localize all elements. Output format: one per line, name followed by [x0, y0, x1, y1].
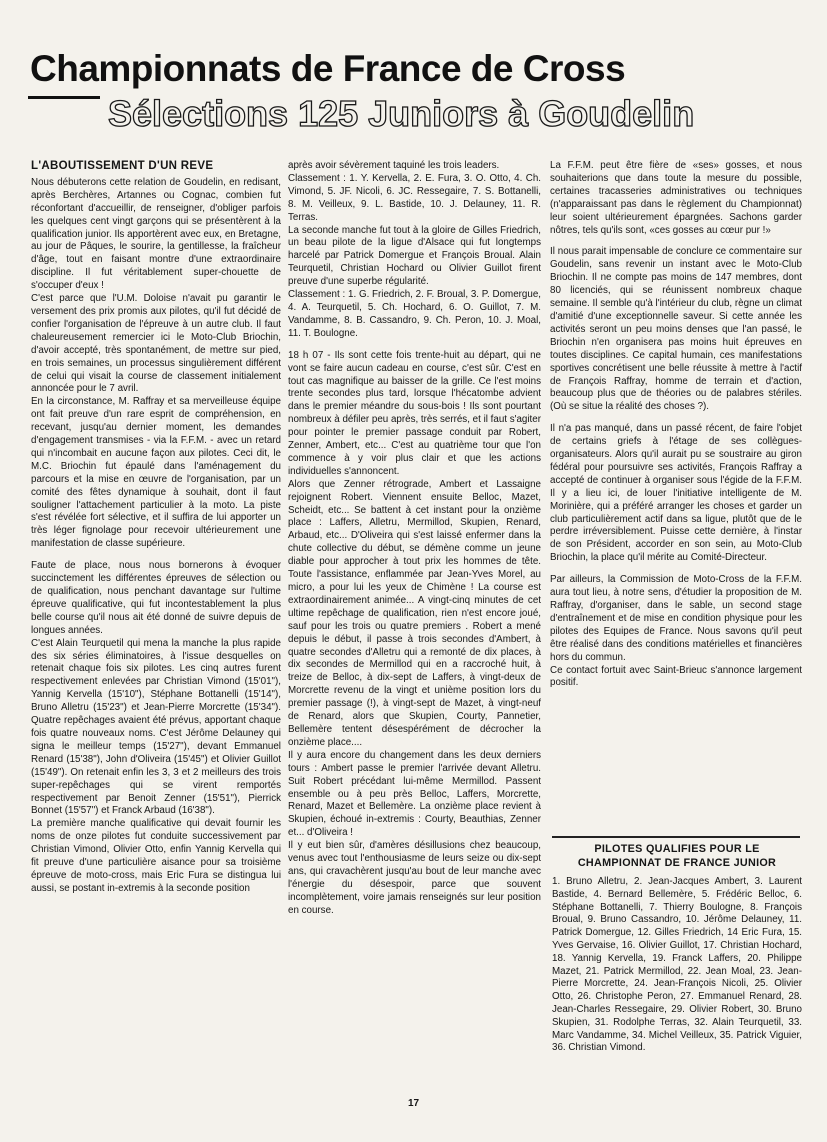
paragraph: après avoir sévèrement taquiné les trois leaders. — [288, 160, 500, 171]
qualified-pilots-title: PILOTES QUALIFIES POUR LE CHAMPIONNAT DE FRANCE JUNIOR — [577, 843, 777, 869]
paragraph: Par ailleurs, la Commission de Moto-Cross de la F.F.M. aura tout lieu, à notre sens, d'étudier la proposition de M. Raffray, d'organiser, dans le sable, un second stage d'entraînement et de mise en condition physique pour les pilotes des Equipes de France. Nous savons qu'il peut être réalisé dans des conditions matérielles et financières hors du commun. — [550, 574, 802, 663]
paragraph: Il y eut bien sûr, d'amères désillusions chez beaucoup, venus avec tout l'enthousiasme de leurs seize ou dix-sept ans, qui cravachèrent jusqu'au bout de leur manche avec l'énergie du désespoir, parce que souvent incomplètement, voire jamais renseignés sur leur position en course. — [288, 840, 541, 916]
paragraph: Ce contact fortuit avec Saint-Brieuc s'annonce largement positif. — [550, 664, 802, 689]
paragraph: C'est Alain Teurquetil qui mena la manche la plus rapide des six séries éliminatoires, à l'issue desquelles on retenait chaque fois six pilotes. Les cinq autres furent respectivement enlevées par Christian Vimond (15'01"), Yannig Kervella (15'10"), Stéphane Bottanelli (15'14"), Bruno Alletru (15'23") et Jean-Pierre Morcrette (15'34"). Quatre repêchages avaient été prévus, apportant chaque fois quatre nouveaux noms. C'est Jérôme Delauney qui signa le meilleur temps (15'27"), devant Emmanuel Renard (15'38"), John d'Oliveira (15'45") et Olivier Guillot (15'49"). On retenait enfin les 3, 3 et 2 meilleurs des trois super-repêchages qui se virent remportés respectivement par Benoit Zenner (15'51"), Pierrick Bonnet (15'57") et Franck Arbaud (16'38"). — [31, 637, 281, 817]
paragraph: La première manche qualificative qui devait fournir les noms de onze pilotes fut conduite successivement par Christian Vimond, Olivier Otto, enfin Yannig Kervella qui fit preuve d'une particulière aisance pour sa troisième épreuve de moto-cross, mais Eric Fura se distingua lui aussi, se postant in-extremis à la seconde position — [31, 818, 281, 894]
page-number: 17 — [407, 1098, 420, 1109]
paragraph: Il y aura encore du changement dans les deux derniers tours : Ambert passe le premier l'arrivée devant Alletru. Suit Robert précédant lui-même Mermillod. Passent ensemble ou à peu près Belloc, Laffers, Morcrette, Renard, Mazet et Bellemère. La onzième place revient à Skupien, échoué in-extremis : Courty, Beauthias, Zenner et... d'Oliveira ! — [288, 749, 541, 839]
paragraph: La seconde manche fut tout à la gloire de Gilles Friedrich, un beau pilote de la ligue d'Alsace qui fut longtemps harcelé par Patrick Domergue et François Broual. Alain Teurquetil, Christian Hochard ou Olivier Guillot firent preuve d'une superbe régularité. — [288, 224, 541, 288]
column-1 — [31, 160, 281, 1090]
qualified-pilots-box — [552, 842, 802, 1055]
paragraph: C'est parce que l'U.M. Doloise n'avait pu garantir le versement des prix promis aux pilotes, qu'il fut décidé de confier l'organisation de l'épreuve à un autre club. Il faut chaleureusement remercier ici le Moto-Club Briochin, d'avoir accepté, très spontanément, de mettre sur pied, en trois semaines, un processus singulièrement différent de celui qui visait la course de classement initialement annoncée pour le 7 avril. — [31, 293, 281, 395]
paragraph: Alors que Zenner rétrograde, Ambert et Lassaigne rejoignent Robert. Viennent ensuite Belloc, Mazet, Scheidt, etc... Se battent à cet instant pour la onzième place : Laffers, Alletru, Mermillod, Skupien, Renard, Arbaud, etc... D'Oliveira qui s'est laissé enfermer dans la chute collective du début, se démène comme un jeune diable pour approcher à tout prix les hommes de tête. Toute l'assistance, enflammée par Jean-Yves Morel, au micro, a pour lui les yeux de Chimène ! La course est extraordinairement animée... A vingt-cinq minutes de cet ultime repêchage de qualification, rien n'est encore joué, sauf pour les trois ou quatre premiers . Robert a mené depuis le début, il passe à trois secondes d'Ambert, à quatre secondes d'Alletru qui a remonté de dix places, à dix secondes de Mermillod qui en a raccroché huit, à treize de Belloc, à dix-sept de Laffers, à vingt-deux de Morcrette revenu de la vingt et unième position lors du premier passage (!), à vingt-sept de Mazet, à vingt-neuf de Renard, alors que Skupien, Courty, Pannetier, Bellemère tentent désespérément de décrocher la onzième place.... — [288, 478, 541, 748]
paragraph: La F.F.M. peut être fière de «ses» gosses, et nous souhaiterions que dans toute la mesure du possible, certaines tracasseries administratives ou techniques (n'apparaissant pas dans le règlement du Championnat) leur soient ultérieurement épargnées. Sachons garder nôtres, tels qu'ils sont, «ces gosses au cœur pur !» — [550, 160, 802, 236]
section-title: L'ABOUTISSEMENT D'UN REVE — [31, 160, 214, 172]
qualified-pilots-list: 1. Bruno Alletru, 2. Jean-Jacques Ambert, 3. Laurent Bastide, 4. Bernard Bellemère, 5. Frédéric Belloc, 6. Stéphane Bottanelli, 7. Thierry Boulogne, 8. François Broual, 9. Bruno Cassandro, 10. Jérôme Delauney, 11. Patrick Domergue, 12. Gilles Friedrich, 14 Eric Fura, 15. Yves Gervaise, 16. Olivier Guillot, 17. Christian Hochard, 18. Yannig Kervella, 19. Franck Laffers, 20. Philippe Mazet, 21. Patrick Mermillod, 22. Jean Moal, 23. Jean-Pierre Morcrette, 24. Jean-François Nicoli, 25. Olivier Otto, 26. Christophe Peron, 27. Emmanuel Renard, 28. Jean-Charles Ressegaire, 29. Olivier Robert, 30. Bruno Skupien, 31. Rodolphe Terras, 32. Alain Teurquetil, 33. Marc Vandamme, 34. Michel Veilleux, 35. Patrick Viguier, 36. Christian Vimond. — [552, 876, 802, 1054]
paragraph: Classement : 1. G. Friedrich, 2. F. Broual, 3. P. Domergue, 4. A. Teurquetil, 5. Ch. Hochard, 6. O. Guillot, 7. M. Vandamme, 8. B. Cassandro, 9. Ch. Peron, 10. J. Moal, 11. T. Boulogne. — [288, 289, 541, 339]
paragraph: Nous débuterons cette relation de Goudelin, en redisant, après Berchères, Artannes ou Cognac, combien fut réconfortant d'accueillir, de renseigner, d'obliger parfois les quelques cent vingt garçons qui se présentèrent à la qualification junior. Ils apportèrent avec eux, en Bretagne, au jour de Pâques, le sourire, la gentillesse, la fraîcheur d'âge, tout en faisant montre d'une extraordinaire discipline. Il fut véritablement super-chouette de s'occuper d'eux ! — [31, 176, 281, 292]
paragraph: Classement : 1. Y. Kervella, 2. E. Fura, 3. O. Otto, 4. Ch. Vimond, 5. JF. Nicoli, 6. JC. Ressegaire, 7. S. Bottanelli, 8. M. Veilleux, 9. L. Bastide, 10. J. Delauney, 11. R. Terras. — [288, 172, 541, 223]
headline: Championnats de France de Cross — [30, 48, 626, 89]
qualified-box-rule — [552, 836, 800, 838]
column-2 — [288, 160, 541, 1090]
paragraph: Il n'a pas manqué, dans un passé récent, de faire l'objet de certains griefs à l'étage de ses collègues-organisateurs. Alors qu'il aurait pu se soustraire au giron fédéral pour poursuivre ses activités, François Raffray a accepté de continuer à organiser sous l'égide de la F.F.M. Il y a lieu ici, de louer l'initiative intelligente de M. Morinière, qui a préféré arranger les choses et garder un club particulièrement actif dans sa ligue, plutôt que de le perdre irréversiblement. Puisse cette dernière, à l'instar de son Président, accorder en son sein, au Moto-Club Briochin, la place qu'il mérite au Comité-Directeur. — [550, 423, 802, 564]
paragraph: Faute de place, nous nous bornerons à évoquer succinctement les différentes épreuves de sélection ou de qualification, nous penchant davantage sur l'ultime épreuve qualificative, qui fut incontestablement la plus belle course qu'il nous ait été donné de suivre depuis de longues années. — [31, 560, 281, 636]
paragraph: Il nous parait impensable de conclure ce commentaire sur Goudelin, sans revenir un instant avec le Moto-Club Briochin. Il ne compte pas moins de 147 membres, dont 80 licenciés, qui se réunissent nombreux chaque semaine. Il semble qu'à l'intérieur du club, règne un climat d'amitié d'une exceptionnelle saveur. Si cette année les activités seront un peu moins denses que l'an passé, le Briochin n'en organisera pas moins huit épreuves en toutes disciplines. Ce capital humain, ces manifestations sportives concrétisent une belle réussite à mettre à l'actif de François Raffray, homme de terrain et d'action, beaucoup plus que de théories ou de palabres stériles. (Où se situe la réalité des choses ?). — [550, 246, 802, 413]
paragraph: 18 h 07 - Ils sont cette fois trente-huit au départ, qui ne vont se faire aucun cadeau en course, c'est sûr. C'est en tout cas magnifique au baisser de la grille. Ce l'est moins trente secondes plus tard, lorsque l'hécatombe advient dans le premier méandre du sous-bois ! Ils sont pourtant nombreux à défiler peu après, très serrés, et il faut s'agiter pour pointer le premier passage conduit par Robert, Zenner, Ambert, etc... C'est au quatrième tour que l'on commence à y voir plus clair et que les actions individuelles s'annoncent. — [288, 349, 541, 477]
paragraph: En la circonstance, M. Raffray et sa merveilleuse équipe ont fait preuve d'un rare esprit de compréhension, en recevant, jusqu'au dernier moment, les demandes d'engagement transmises - via la F.F.M. - avec un retard qui n'incombait en aucune façon aux pilotes. Ceci dit, le M.C. Briochin fut épaulé dans l'aménagement du parcours et la mise en œuvre de l'organisation, par un comité des fêtes dynamique à souhait, dont il faut souligner l'attachement particulier à la moto. La piste s'est révélée fort sélective, et il suffira de lui apporter un très léger fignolage pour recevoir ultérieurement une manifestation de classe supérieure. — [31, 396, 281, 550]
subheadline: Sélections 125 Juniors à Goudelin — [100, 93, 827, 135]
